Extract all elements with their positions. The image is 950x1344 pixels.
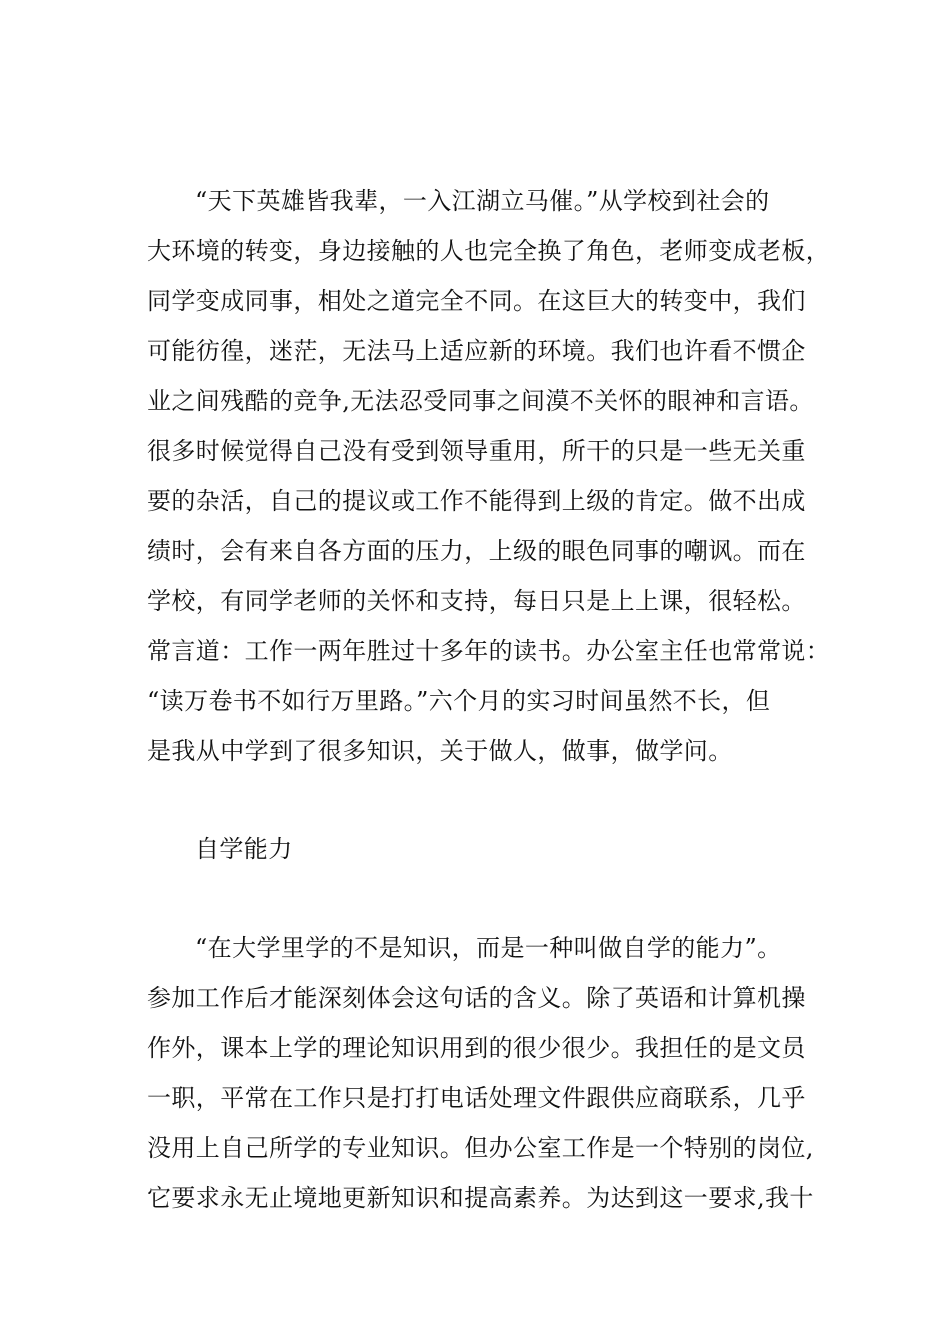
paragraph-2-line-1: “在大学里学的不是知识，而是一种叫做自学的能力”。 xyxy=(195,934,782,962)
paragraph-1-line-5: 业之间残酷的竞争,无法忍受同事之间漠不关怀的眼神和言语。 xyxy=(147,387,814,415)
paragraph-2-line-6: 它要求永无止境地更新知识和提高素养。为达到这一要求,我十 xyxy=(147,1184,814,1212)
paragraph-1-line-8: 绩时，会有来自各方面的压力，上级的眼色同事的嘲讽。而在 xyxy=(147,537,806,565)
paragraph-2-line-5: 没用上自己所学的专业知识。但办公室工作是一个特别的岗位, xyxy=(147,1134,814,1162)
section-heading: 自学能力 xyxy=(195,835,293,863)
paragraph-2-line-4: 一职，平常在工作只是打打电话处理文件跟供应商联系，几乎 xyxy=(147,1084,806,1112)
paragraph-1-line-6: 很多时候觉得自己没有受到领导重用，所干的只是一些无关重 xyxy=(147,437,806,465)
paragraph-1-line-2: 大环境的转变，身边接触的人也完全换了角色，老师变成老板， xyxy=(147,237,831,265)
paragraph-1-line-4: 可能彷徨，迷茫，无法马上适应新的环境。我们也许看不惯企 xyxy=(147,337,806,365)
paragraph-1-line-1: “天下英雄皆我辈，一入江湖立马催。”从学校到社会的 xyxy=(195,187,770,215)
paragraph-2-line-3: 作外，课本上学的理论知识用到的很少很少。我担任的是文员 xyxy=(147,1034,806,1062)
paragraph-1-line-7: 要的杂活，自己的提议或工作不能得到上级的肯定。做不出成 xyxy=(147,487,806,515)
paragraph-1-line-11: “读万卷书不如行万里路。”六个月的实习时间虽然不长，但 xyxy=(147,687,771,715)
paragraph-1-line-10: 常言道：工作一两年胜过十多年的读书。办公室主任也常常说： xyxy=(147,637,831,665)
paragraph-1-line-9: 学校，有同学老师的关怀和支持，每日只是上上课，很轻松。 xyxy=(147,587,806,615)
paragraph-1-line-3: 同学变成同事，相处之道完全不同。在这巨大的转变中，我们 xyxy=(147,287,806,315)
paragraph-1-line-12: 是我从中学到了很多知识，关于做人，做事，做学问。 xyxy=(147,737,733,765)
paragraph-2-line-2: 参加工作后才能深刻体会这句话的含义。除了英语和计算机操 xyxy=(147,984,806,1012)
